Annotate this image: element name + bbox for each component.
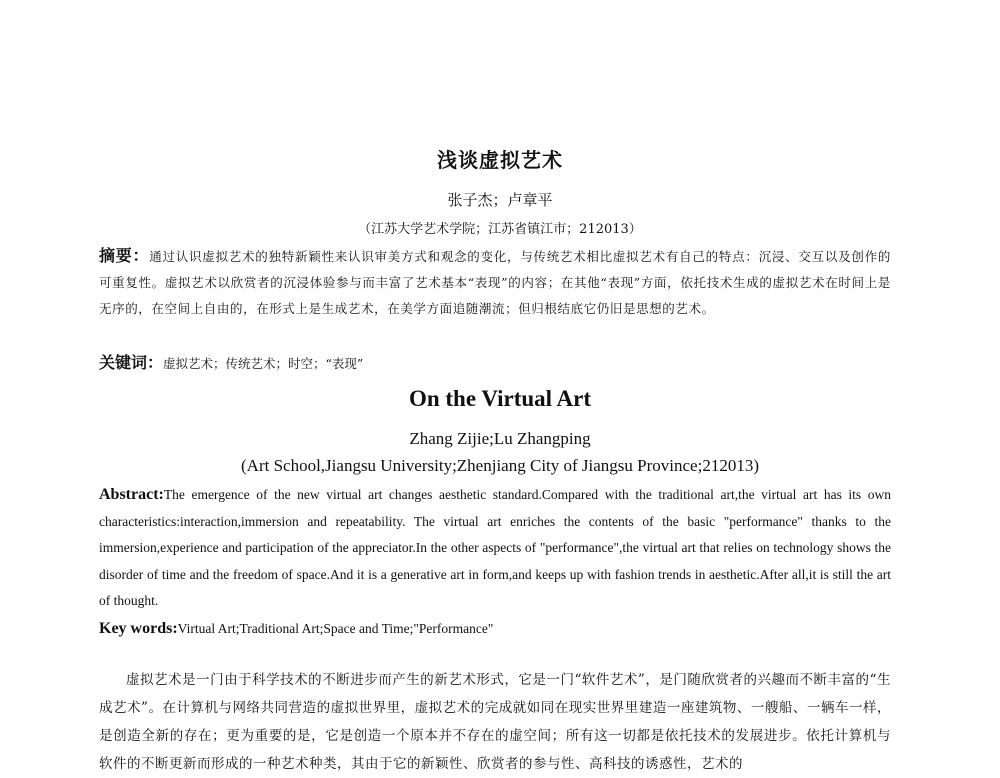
chinese-keywords-text: 虚拟艺术；传统艺术；时空；“表现” [163,356,364,371]
english-affiliation: (Art School,Jiangsu University;Zhenjiang City of Jiangsu Province;212013) [241,456,759,475]
english-keywords-label: Key words: [99,620,178,637]
body-paragraph: 虚拟艺术是一门由于科学技术的不断进步而产生的新艺术形式，它是一门“软件艺术”，是门随欣赏者的兴趣而不断丰富的“生成艺术”。在计算机与网络共同营造的虚拟世界里，虚拟艺术的完成就如同在现实世界里建造一座建筑物、一艘船、一辆车一样，是创造全新的存在；更为重要的是，它是创造一个原本并不存在的虚空间；所有这一切都是依托技术的发展进步。依托计算机与软件的不断更新而形成的一种艺术种类，其由于它的新颖性、欣赏者的参与性、高科技的诱惑性，艺术的 [99,672,891,772]
english-abstract-label: Abstract: [99,486,164,503]
chinese-abstract-text: 通过认识虚拟艺术的独特新颖性来认识审美方式和观念的变化，与传统艺术相比虚拟艺术有自己的特点：沉浸、交互以及创作的可重复性。虚拟艺术以欣赏者的沉浸体验参与而丰富了艺术基本“表现”的内容；在其他“表现”方面，依托技术生成的虚拟艺术在时间上是无序的，在空间上自由的，在形式上是生成艺术，在美学方面追随潮流；但归根结底它仍旧是思想的艺术。 [99,249,891,316]
chinese-keywords-label: 关键词： [99,353,164,372]
english-keywords [99,616,891,642]
chinese-affiliation: （江苏大学艺术学院；江苏省镇江市；212013） [358,222,642,237]
english-abstract [99,482,891,615]
chinese-authors: 张子杰；卢章平 [447,191,553,209]
english-abstract-text: The emergence of the new virtual art changes aesthetic standard.Compared with the traditional art,the virtual art has its own characteristics:interaction,immersion and repeatability. The virtual art enriches the contents of the basic "performance" thanks to the immersion,experience and participation of the appreciator.In the other aspects of "performance",the virtual art that relies on technology shows the disorder of time and the freedom of space.And it is a generative art in form,and keeps up with fashion trends in aesthetic.After all,it is still the art of thought. [99,487,891,608]
chinese-abstract [99,243,891,322]
chinese-keywords [99,350,891,377]
english-authors: Zhang Zijie;Lu Zhangping [409,429,591,448]
chinese-abstract-label: 摘要： [99,246,150,265]
english-title: On the Virtual Art [408,386,592,411]
english-keywords-text: Virtual Art;Traditional Art;Space and Time;"Performance" [177,621,494,636]
chinese-title: 浅谈虚拟艺术 [437,148,563,172]
